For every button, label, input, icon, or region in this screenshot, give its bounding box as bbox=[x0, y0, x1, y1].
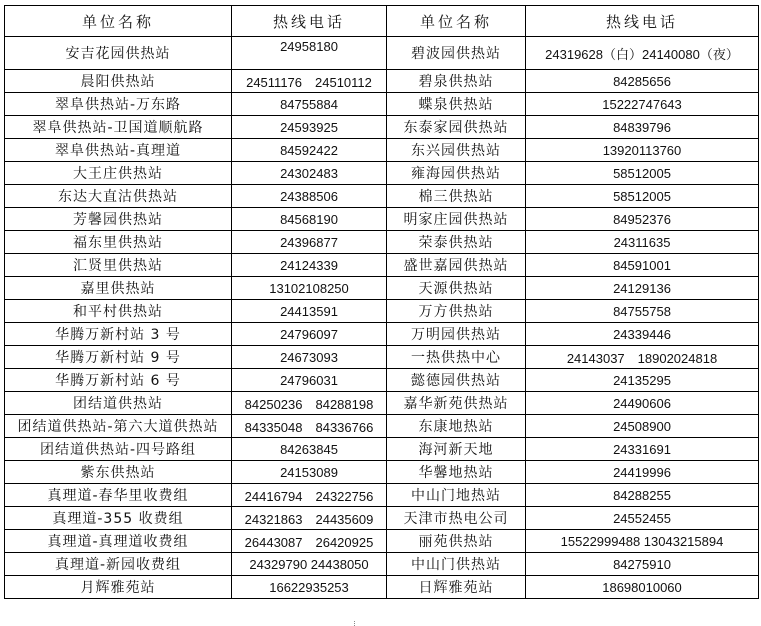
hotline-cell: 13920113760 bbox=[526, 139, 759, 162]
unit-name-cell: 万明园供热站 bbox=[387, 323, 526, 346]
table-row bbox=[5, 139, 759, 162]
hotline-cell: 84568190 bbox=[232, 208, 387, 231]
hotline-cell: 84335048 84336766 bbox=[232, 415, 387, 438]
unit-name-cell: 懿德园供热站 bbox=[387, 369, 526, 392]
unit-name-cell: 团结道供热站 bbox=[5, 392, 232, 415]
hotline-cell: 24593925 bbox=[232, 116, 387, 139]
unit-name-cell: 中山门供热站 bbox=[387, 553, 526, 576]
unit-name-cell: 天津市热电公司 bbox=[387, 507, 526, 530]
unit-name-cell: 碧波园供热站 bbox=[387, 37, 526, 70]
unit-name-cell: 大王庄供热站 bbox=[5, 162, 232, 185]
hotline-cell: 24339446 bbox=[526, 323, 759, 346]
table-row bbox=[5, 553, 759, 576]
hotline-cell: 24673093 bbox=[232, 346, 387, 369]
hotline-cell: 24143037 18902024818 bbox=[526, 346, 759, 369]
hotline-cell: 84250236 84288198 bbox=[232, 392, 387, 415]
hotline-cell: 84952376 bbox=[526, 208, 759, 231]
hotline-cell: 84285656 bbox=[526, 70, 759, 93]
table-row bbox=[5, 484, 759, 507]
hotline-cell: 16622935253 bbox=[232, 576, 387, 599]
unit-name-cell: 东达大直沽供热站 bbox=[5, 185, 232, 208]
hotline-cell: 24958180 bbox=[232, 37, 387, 70]
hotline-cell: 24508900 bbox=[526, 415, 759, 438]
unit-name-cell: 团结道供热站-第六大道供热站 bbox=[5, 415, 232, 438]
table-body bbox=[5, 37, 759, 599]
unit-name-cell: 嘉华新苑供热站 bbox=[387, 392, 526, 415]
table-row bbox=[5, 438, 759, 461]
hotline-cell: 24552455 bbox=[526, 507, 759, 530]
hotline-cell: 24129136 bbox=[526, 277, 759, 300]
table-row bbox=[5, 254, 759, 277]
unit-name-cell: 雍海园供热站 bbox=[387, 162, 526, 185]
unit-name-cell: 荣泰供热站 bbox=[387, 231, 526, 254]
table-row bbox=[5, 369, 759, 392]
hotline-cell: 84592422 bbox=[232, 139, 387, 162]
hotline-cell: 84591001 bbox=[526, 254, 759, 277]
hotline-cell: 24135295 bbox=[526, 369, 759, 392]
unit-name-cell: 翠阜供热站-卫国道顺航路 bbox=[5, 116, 232, 139]
unit-name-cell: 碧泉供热站 bbox=[387, 70, 526, 93]
table-row bbox=[5, 93, 759, 116]
heating-hotline-table bbox=[4, 5, 759, 599]
unit-name-cell: 华馨地热站 bbox=[387, 461, 526, 484]
hotline-cell: 84755758 bbox=[526, 300, 759, 323]
unit-name-cell: 福东里供热站 bbox=[5, 231, 232, 254]
table-row bbox=[5, 162, 759, 185]
table-row bbox=[5, 277, 759, 300]
unit-name-cell: 盛世嘉园供热站 bbox=[387, 254, 526, 277]
hotline-cell: 24329790 24438050 bbox=[232, 553, 387, 576]
hotline-cell: 24153089 bbox=[232, 461, 387, 484]
table-row bbox=[5, 70, 759, 93]
unit-name-cell: 日辉雅苑站 bbox=[387, 576, 526, 599]
table-row bbox=[5, 300, 759, 323]
unit-name-cell: 安吉花园供热站 bbox=[5, 37, 232, 70]
heating-hotline-table-container bbox=[4, 5, 759, 599]
page-break-mark bbox=[354, 621, 357, 626]
unit-name-cell: 万方供热站 bbox=[387, 300, 526, 323]
unit-name-cell: 嘉里供热站 bbox=[5, 277, 232, 300]
unit-name-cell: 一热供热中心 bbox=[387, 346, 526, 369]
unit-name-cell: 华腾万新村站 9 号 bbox=[5, 346, 232, 369]
hotline-cell: 24416794 24322756 bbox=[232, 484, 387, 507]
hotline-cell: 24331691 bbox=[526, 438, 759, 461]
unit-name-cell: 汇贤里供热站 bbox=[5, 254, 232, 277]
hotline-cell: 84288255 bbox=[526, 484, 759, 507]
table-header-row bbox=[5, 6, 759, 37]
header-hotline-right: 热线电话 bbox=[526, 6, 759, 37]
unit-name-cell: 团结道供热站-四号路组 bbox=[5, 438, 232, 461]
unit-name-cell: 棉三供热站 bbox=[387, 185, 526, 208]
table-row bbox=[5, 392, 759, 415]
hotline-cell: 84755884 bbox=[232, 93, 387, 116]
hotline-cell: 84839796 bbox=[526, 116, 759, 139]
unit-name-cell: 东兴园供热站 bbox=[387, 139, 526, 162]
unit-name-cell: 东康地热站 bbox=[387, 415, 526, 438]
hotline-cell: 24388506 bbox=[232, 185, 387, 208]
unit-name-cell: 蝶泉供热站 bbox=[387, 93, 526, 116]
table-row bbox=[5, 231, 759, 254]
table-row bbox=[5, 37, 759, 70]
unit-name-cell: 真理道-新园收费组 bbox=[5, 553, 232, 576]
hotline-cell: 15222747643 bbox=[526, 93, 759, 116]
hotline-cell: 15522999488 13043215894 bbox=[526, 530, 759, 553]
hotline-cell: 24511176 24510112 bbox=[232, 70, 387, 93]
unit-name-cell: 中山门地热站 bbox=[387, 484, 526, 507]
unit-name-cell: 海河新天地 bbox=[387, 438, 526, 461]
hotline-cell: 84263845 bbox=[232, 438, 387, 461]
unit-name-cell: 和平村供热站 bbox=[5, 300, 232, 323]
hotline-cell: 24319628（白）24140080（夜） bbox=[526, 37, 759, 70]
unit-name-cell: 真理道-春华里收费组 bbox=[5, 484, 232, 507]
hotline-cell: 24302483 bbox=[232, 162, 387, 185]
hotline-cell: 24419996 bbox=[526, 461, 759, 484]
unit-name-cell: 月辉雅苑站 bbox=[5, 576, 232, 599]
unit-name-cell: 真理道-355 收费组 bbox=[5, 507, 232, 530]
unit-name-cell: 华腾万新村站 6 号 bbox=[5, 369, 232, 392]
unit-name-cell: 华腾万新村站 3 号 bbox=[5, 323, 232, 346]
unit-name-cell: 翠阜供热站-真理道 bbox=[5, 139, 232, 162]
unit-name-cell: 明家庄园供热站 bbox=[387, 208, 526, 231]
hotline-cell: 18698010060 bbox=[526, 576, 759, 599]
table-row bbox=[5, 415, 759, 438]
hotline-cell: 58512005 bbox=[526, 162, 759, 185]
hotline-cell: 13102108250 bbox=[232, 277, 387, 300]
table-row bbox=[5, 185, 759, 208]
unit-name-cell: 翠阜供热站-万东路 bbox=[5, 93, 232, 116]
unit-name-cell: 紫东供热站 bbox=[5, 461, 232, 484]
hotline-cell: 24490606 bbox=[526, 392, 759, 415]
unit-name-cell: 真理道-真理道收费组 bbox=[5, 530, 232, 553]
hotline-cell: 24396877 bbox=[232, 231, 387, 254]
unit-name-cell: 晨阳供热站 bbox=[5, 70, 232, 93]
hotline-cell: 24796031 bbox=[232, 369, 387, 392]
unit-name-cell: 东泰家园供热站 bbox=[387, 116, 526, 139]
header-hotline-left: 热线电话 bbox=[232, 6, 387, 37]
table-row bbox=[5, 507, 759, 530]
table-row bbox=[5, 346, 759, 369]
hotline-cell: 24413591 bbox=[232, 300, 387, 323]
unit-name-cell: 芳馨园供热站 bbox=[5, 208, 232, 231]
table-row bbox=[5, 576, 759, 599]
table-row bbox=[5, 208, 759, 231]
header-unit-name-left: 单位名称 bbox=[5, 6, 232, 37]
hotline-cell: 24321863 24435609 bbox=[232, 507, 387, 530]
hotline-cell: 24796097 bbox=[232, 323, 387, 346]
hotline-cell: 84275910 bbox=[526, 553, 759, 576]
unit-name-cell: 丽苑供热站 bbox=[387, 530, 526, 553]
unit-name-cell: 天源供热站 bbox=[387, 277, 526, 300]
table-row bbox=[5, 461, 759, 484]
table-row bbox=[5, 323, 759, 346]
table-row bbox=[5, 530, 759, 553]
header-unit-name-right: 单位名称 bbox=[387, 6, 526, 37]
hotline-cell: 26443087 26420925 bbox=[232, 530, 387, 553]
hotline-cell: 24311635 bbox=[526, 231, 759, 254]
table-row bbox=[5, 116, 759, 139]
hotline-cell: 58512005 bbox=[526, 185, 759, 208]
hotline-cell: 24124339 bbox=[232, 254, 387, 277]
